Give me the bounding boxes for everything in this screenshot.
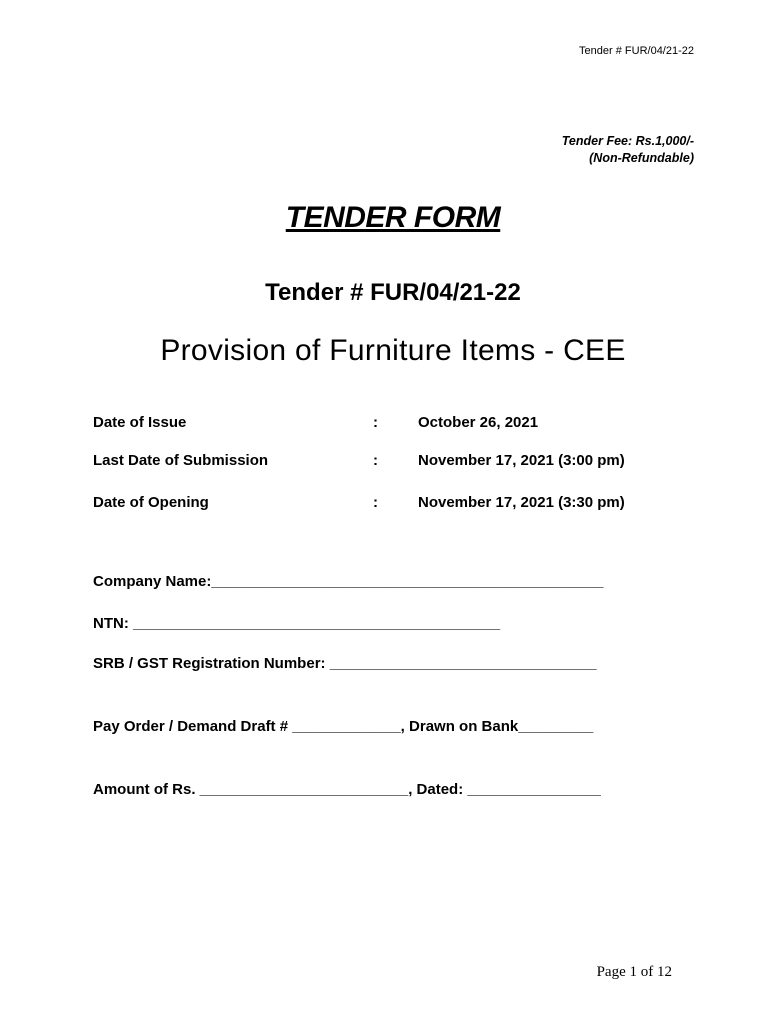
- pay-order-field[interactable]: Pay Order / Demand Draft # _____________, Drawn on Bank_________: [93, 718, 594, 735]
- srb-gst-registration-field[interactable]: SRB / GST Registration Number: ________________________________: [93, 655, 597, 672]
- header-reference: Tender # FUR/04/21-22: [579, 45, 694, 57]
- detail-label: Last Date of Submission: [93, 452, 269, 469]
- page-number: Page 1 of 12: [596, 964, 672, 980]
- detail-row-last-date-submission: [93, 452, 693, 472]
- detail-colon: :: [373, 452, 378, 469]
- detail-value: October 26, 2021: [418, 414, 539, 431]
- detail-label: Date of Opening: [93, 494, 209, 511]
- detail-row-date-of-opening: [93, 494, 693, 514]
- page-title: TENDER FORM: [285, 201, 501, 234]
- ntn-field[interactable]: NTN: ____________________________________________: [93, 615, 501, 632]
- detail-label: Date of Issue: [93, 414, 187, 431]
- detail-value: November 17, 2021 (3:00 pm): [418, 452, 625, 469]
- tender-fee-note: (Non-Refundable): [589, 151, 694, 165]
- tender-fee-block: [562, 133, 694, 167]
- detail-colon: :: [373, 494, 378, 511]
- detail-row-date-of-issue: [93, 414, 693, 434]
- tender-fee-amount: Tender Fee: Rs.1,000/-: [561, 134, 694, 148]
- company-name-field[interactable]: Company Name:_______________________________________________: [93, 573, 604, 590]
- detail-colon: :: [373, 414, 378, 431]
- tender-subject: Provision of Furniture Items - CEE: [160, 334, 626, 367]
- detail-value: November 17, 2021 (3:30 pm): [418, 494, 625, 511]
- tender-number: Tender # FUR/04/21-22: [265, 279, 521, 306]
- amount-field[interactable]: Amount of Rs. _________________________, Dated: ________________: [93, 781, 601, 798]
